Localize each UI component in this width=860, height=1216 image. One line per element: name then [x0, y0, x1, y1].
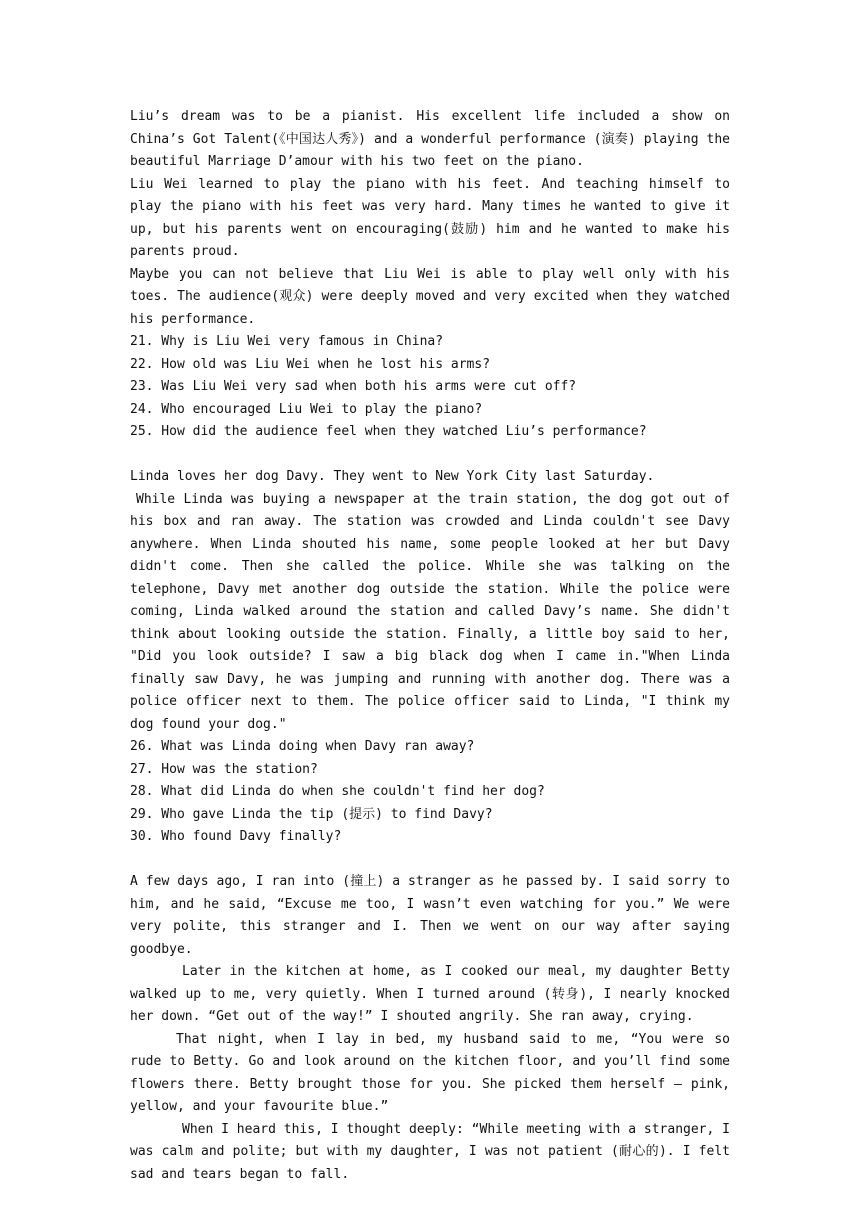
- section-spacer: [130, 444, 730, 467]
- passage-linda-davy: [130, 466, 730, 849]
- question-list: [130, 331, 730, 444]
- paragraph: Later in the kitchen at home, as I cooked our meal, my daughter Betty walked up to me, very quietly. When I turned around (转身), I nearly knocked her down. “Get out of the way!” I shouted angrily. She ran away, crying.: [130, 964, 730, 1024]
- passage-liu-wei: [130, 106, 730, 444]
- question-item: 23. Was Liu Wei very sad when both his arms were cut off?: [130, 379, 577, 394]
- paragraph: That night, when I lay in bed, my husband said to me, “You were so rude to Betty. Go and look around on the kitchen floor, and you’ll find some flowers there. Betty brought those for you. She picked them herself — pink, yellow, and your favourite blue.”: [130, 1031, 730, 1114]
- question-item: 21. Why is Liu Wei very famous in China?: [130, 334, 444, 349]
- question-item: 22. How old was Liu Wei when he lost his arms?: [130, 356, 491, 372]
- paragraph: When I heard this, I thought deeply: “While meeting with a stranger, I was calm and polite; but with my daughter, I was not patient (耐心的). I felt sad and tears began to fall.: [130, 1121, 730, 1182]
- question-item: 27. How was the station?: [130, 761, 318, 777]
- document-page: [130, 106, 730, 1186]
- question-list: [130, 736, 730, 849]
- question-item: 28. What did Linda do when she couldn't find her dog?: [130, 784, 545, 799]
- paragraph: Liu’s dream was to be a pianist. His excellent life included a show on China’s Got Talent(《中国达人秀》) and a wonderful performance (演奏) playing the beautiful Marriage D’amour with his two feet on the piano.: [130, 109, 730, 169]
- question-item: 29. Who gave Linda the tip (提示) to find Davy?: [130, 806, 493, 822]
- passage-stranger: [130, 871, 730, 1186]
- paragraph: Liu Wei learned to play the piano with his feet. And teaching himself to play the piano with his feet was very hard. Many times he wanted to give it up, but his parents went on encouraging(鼓励) him and he wanted to make his parents proud.: [130, 176, 730, 259]
- paragraph: Linda loves her dog Davy. They went to New York City last Saturday.: [130, 469, 655, 484]
- section-spacer: [130, 849, 730, 872]
- paragraph: Maybe you can not believe that Liu Wei is able to play well only with his toes. The audience(观众) were deeply moved and very excited when they watched his performance.: [130, 266, 730, 327]
- question-item: 30. Who found Davy finally?: [130, 829, 342, 844]
- question-item: 25. How did the audience feel when they watched Liu’s performance?: [130, 424, 647, 439]
- question-item: 24. Who encouraged Liu Wei to play the piano?: [130, 401, 483, 417]
- question-item: 26. What was Linda doing when Davy ran away?: [130, 739, 475, 754]
- paragraph: While Linda was buying a newspaper at the train station, the dog got out of his box and ran away. The station was crowded and Linda couldn't see Davy anywhere. When Linda shouted his name, some people looked at her but Davy didn't come. Then she called the police. While she was talking on the telephone, Davy met another dog outside the station. While the police were coming, Linda walked around the station and called Davy’s name. She didn't think about looking outside the station. Finally, a little boy said to her, "Did you look outside? I saw a big black dog when I came in."When Linda finally saw Davy, he was jumping and running with another dog. There was a police officer next to them. The police officer said to Linda, "I think my dog found your dog.": [130, 491, 730, 732]
- paragraph: A few days ago, I ran into (撞上) a stranger as he passed by. I said sorry to him, and he said, “Excuse me too, I wasn’t even watching for you.” We were very polite, this stranger and I. Then we went on our way after saying goodbye.: [130, 874, 730, 957]
